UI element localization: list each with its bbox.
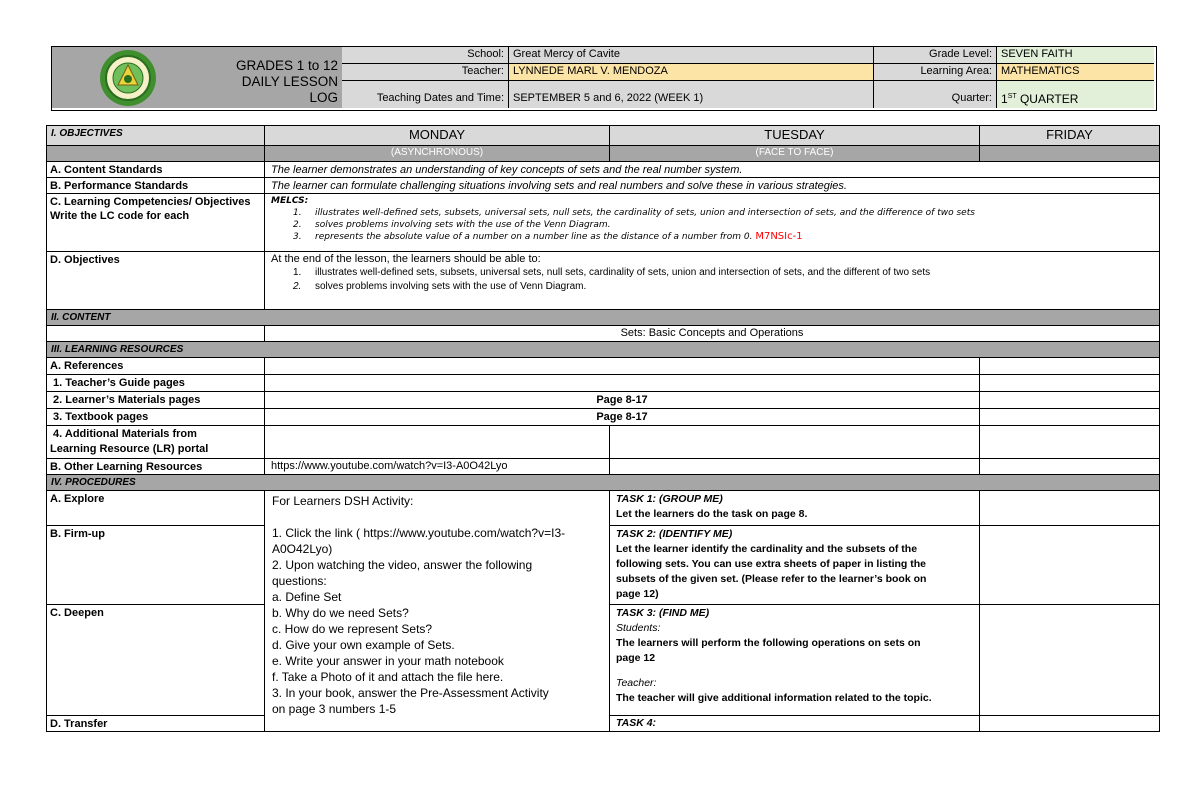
melcs-list <box>271 207 1153 243</box>
task3-teacher-text: The teacher will give additional information related to the topic. <box>616 692 932 704</box>
task3-students-label: Students: <box>616 622 661 634</box>
competencies-label-line1: C. Learning Competencies/ Objectives <box>50 196 251 208</box>
task1-text: Let the learners do the task on page 8. <box>616 508 808 520</box>
grade-label: Grade Level: <box>874 47 997 64</box>
melc-item <box>293 219 1153 231</box>
task2-line: subsets of the given set. (Please refer to the learner’s book on <box>616 573 927 585</box>
monday-line: For Learners DSH Activity: <box>272 494 414 508</box>
melc-code: M7NSIc-1 <box>755 231 803 242</box>
d-objective-item <box>293 280 1153 294</box>
monday-heading: MONDAY <box>265 126 610 145</box>
monday-line: a. Define Set <box>272 590 342 604</box>
task1-cell <box>610 491 979 526</box>
quarter-label: Quarter: <box>874 81 997 108</box>
learner-materials-friday-cell <box>980 392 1159 408</box>
monday-line: questions: <box>272 574 327 588</box>
performance-standards-text: The learner can formulate challenging situations involving sets and real numbers and solve these in various strategies. <box>271 180 847 192</box>
textbook-row <box>46 408 1160 425</box>
other-resources-label: B. Other Learning Resources <box>47 459 265 474</box>
task2-line: Let the learner identify the cardinality and the subsets of the <box>616 543 918 555</box>
procedures-block <box>46 490 1160 732</box>
d-objectives-intro: At the end of the lesson, the learners should be able to: <box>271 253 541 265</box>
textbook-pages: Page 8-17 <box>265 409 980 425</box>
lesson-log-header <box>51 46 1157 111</box>
d-objectives-block <box>265 252 1159 309</box>
d-objectives-list <box>271 266 1153 294</box>
monday-line: A0O42Lyo) <box>272 542 333 556</box>
competencies-label-line2: Write the LC code for each <box>50 210 190 222</box>
title-line-1: GRADES 1 to 12 <box>235 58 338 73</box>
friday-explore-cell <box>980 491 1159 526</box>
monday-line <box>272 509 607 525</box>
session-type-row <box>46 145 1160 161</box>
task3-teacher-label: Teacher: <box>616 677 657 689</box>
task2-title: TASK 2: (IDENTIFY ME) <box>616 528 733 540</box>
d-objectives-label: D. Objectives <box>47 252 265 309</box>
d-objective-number: 2. <box>293 281 302 292</box>
resources-section-row <box>46 341 1160 357</box>
references-label: A. References <box>47 358 265 374</box>
melc-text: solves problems involving sets with the use of the Venn Diagram. <box>315 220 611 230</box>
task2-cell <box>610 526 979 605</box>
teacher-guide-row <box>46 374 1160 391</box>
other-friday-cell <box>980 459 1159 474</box>
content-section-heading: II. CONTENT <box>47 310 1159 325</box>
friday-deepen-cell <box>980 605 1159 716</box>
objectives-header-row <box>46 125 1160 145</box>
deepen-label: C. Deepen <box>47 605 264 716</box>
melc-item <box>293 231 1153 243</box>
teacher-label: Teacher: <box>342 64 509 81</box>
header-title <box>202 58 338 106</box>
learner-materials-label: 2. Learner’s Materials pages <box>47 392 265 408</box>
monday-line: b. Why do we need Sets? <box>272 606 409 620</box>
other-resources-link[interactable]: https://www.youtube.com/watch?v=I3-A0O42Lyo <box>265 459 610 474</box>
d-objectives-row <box>46 251 1160 309</box>
title-line-3: LOG <box>309 90 338 105</box>
procedures-section-row <box>46 474 1160 490</box>
content-topic: Sets: Basic Concepts and Operations <box>620 327 804 339</box>
school-seal-icon <box>98 49 158 107</box>
teacher-guide-friday-cell <box>980 375 1159 391</box>
melcs-title: MELCS: <box>271 196 309 206</box>
references-friday-cell <box>980 358 1159 374</box>
content-standards-row <box>46 161 1160 177</box>
task2-line: page 12) <box>616 588 659 600</box>
quarter-number: 1 <box>1001 92 1008 106</box>
monday-line: c. How do we represent Sets? <box>272 622 433 636</box>
tuesday-session-type: (FACE TO FACE) <box>610 146 980 161</box>
additional-materials-line2: Learning Resource (LR) portal <box>50 443 209 455</box>
competencies-row <box>46 193 1160 251</box>
monday-line: on page 3 numbers 1-5 <box>272 702 397 716</box>
explore-label: A. Explore <box>47 491 264 526</box>
monday-line: 2. Upon watching the video, answer the following <box>272 558 533 572</box>
school-label: School: <box>342 47 509 64</box>
additional-monday-cell <box>265 426 610 458</box>
lesson-table <box>46 125 1160 733</box>
monday-line: 1. Click the link ( https://www.youtube.com/watch?v=I3- <box>272 526 566 540</box>
learner-materials-pages: Page 8-17 <box>265 392 980 408</box>
task3-line: page 12 <box>616 652 656 664</box>
objectives-heading: I. OBJECTIVES <box>47 126 265 145</box>
teacher-guide-label: 1. Teacher’s Guide pages <box>47 375 265 391</box>
monday-procedures-cell <box>265 491 610 731</box>
d-objective-item <box>293 266 1153 280</box>
learner-materials-row <box>46 391 1160 408</box>
other-tuesday-cell <box>610 459 980 474</box>
tuesday-heading: TUESDAY <box>610 126 980 145</box>
friday-procedures-cell <box>980 491 1159 731</box>
task4-title: TASK 4: <box>616 717 657 729</box>
d-objective-number: 1. <box>293 267 302 278</box>
content-section-row <box>46 309 1160 325</box>
title-line-2: DAILY LESSON <box>241 74 338 89</box>
melc-number: 1. <box>293 208 302 218</box>
monday-activity-text <box>272 493 607 717</box>
content-topic-empty <box>47 326 265 341</box>
tuesday-procedures-cell <box>610 491 980 731</box>
performance-standards-row <box>46 177 1160 193</box>
monday-line: f. Take a Photo of it and attach the file here. <box>272 670 504 684</box>
monday-session-type: (ASYNCHRONOUS) <box>265 146 610 161</box>
dates-label: Teaching Dates and Time: <box>342 81 509 108</box>
additional-tuesday-cell <box>610 426 980 458</box>
session-type-empty <box>47 146 265 161</box>
teacher-value: LYNNEDE MARL V. MENDOZA <box>509 64 874 81</box>
d-objective-text: illustrates well-defined sets, subsets, universal sets, null sets, cardinality of sets, union and intersection of sets, and the different of two sets <box>315 267 931 278</box>
area-label: Learning Area: <box>874 64 997 81</box>
school-value: Great Mercy of Cavite <box>509 47 874 64</box>
friday-session-type <box>980 146 1159 161</box>
melc-text: represents the absolute value of a number on a number line as the distance of a number from 0. <box>315 232 753 242</box>
melc-number: 2. <box>293 220 302 230</box>
procedures-section-heading: IV. PROCEDURES <box>47 475 1159 490</box>
friday-firmup-cell <box>980 526 1159 605</box>
monday-line: 3. In your book, answer the Pre-Assessment Activity <box>272 686 549 700</box>
task2-line: following sets. You can use extra sheets of paper in listing the <box>616 558 927 570</box>
resources-section-heading: III. LEARNING RESOURCES <box>47 342 1159 357</box>
header-logo-area <box>52 47 343 108</box>
melc-text: illustrates well-defined sets, subsets, universal sets, null sets, the cardinality of sets, union and intersection of sets, and the difference of two sets <box>315 208 975 218</box>
textbook-friday-cell <box>980 409 1159 425</box>
quarter-text: QUARTER <box>1016 92 1079 106</box>
task3-title: TASK 3: (FIND ME) <box>616 607 710 619</box>
friday-heading: FRIDAY <box>1046 127 1093 142</box>
grade-value: SEVEN FAITH <box>997 47 1154 64</box>
content-topic-row <box>46 325 1160 341</box>
quarter-value <box>997 81 1154 108</box>
references-cell <box>265 358 980 374</box>
monday-line: e. Write your answer in your math notebook <box>272 654 504 668</box>
area-value: MATHEMATICS <box>997 64 1154 81</box>
additional-materials-row <box>46 425 1160 458</box>
teacher-guide-cell <box>265 375 980 391</box>
references-row <box>46 357 1160 374</box>
content-standards-text: The learner demonstrates an understanding of key concepts of sets and the real number system. <box>271 164 743 176</box>
task1-title: TASK 1: (GROUP ME) <box>616 493 723 505</box>
melc-number: 3. <box>293 232 302 242</box>
monday-line: d. Give your own example of Sets. <box>272 638 455 652</box>
performance-standards-label: B. Performance Standards <box>47 178 265 193</box>
task3-spacer <box>616 666 973 676</box>
quarter-suffix: ST <box>1007 93 1017 100</box>
content-standards-label: A. Content Standards <box>47 162 265 177</box>
additional-friday-cell <box>980 426 1159 458</box>
dates-value: SEPTEMBER 5 and 6, 2022 (WEEK 1) <box>509 81 874 108</box>
textbook-label: 3. Textbook pages <box>47 409 265 425</box>
task3-cell <box>610 605 979 716</box>
transfer-label: D. Transfer <box>50 718 108 730</box>
task3-line: The learners will perform the following operations on sets on <box>616 637 921 649</box>
procedures-label-column <box>47 491 265 731</box>
melc-item <box>293 207 1153 219</box>
d-objective-text: solves problems involving sets with the use of Venn Diagram. <box>315 281 587 292</box>
other-resources-row <box>46 458 1160 474</box>
additional-materials-line1: 4. Additional Materials from <box>50 428 197 440</box>
additional-materials-label <box>47 426 265 458</box>
firmup-label: B. Firm-up <box>47 526 264 605</box>
competencies-label <box>47 194 265 251</box>
melcs-block <box>265 194 1159 251</box>
